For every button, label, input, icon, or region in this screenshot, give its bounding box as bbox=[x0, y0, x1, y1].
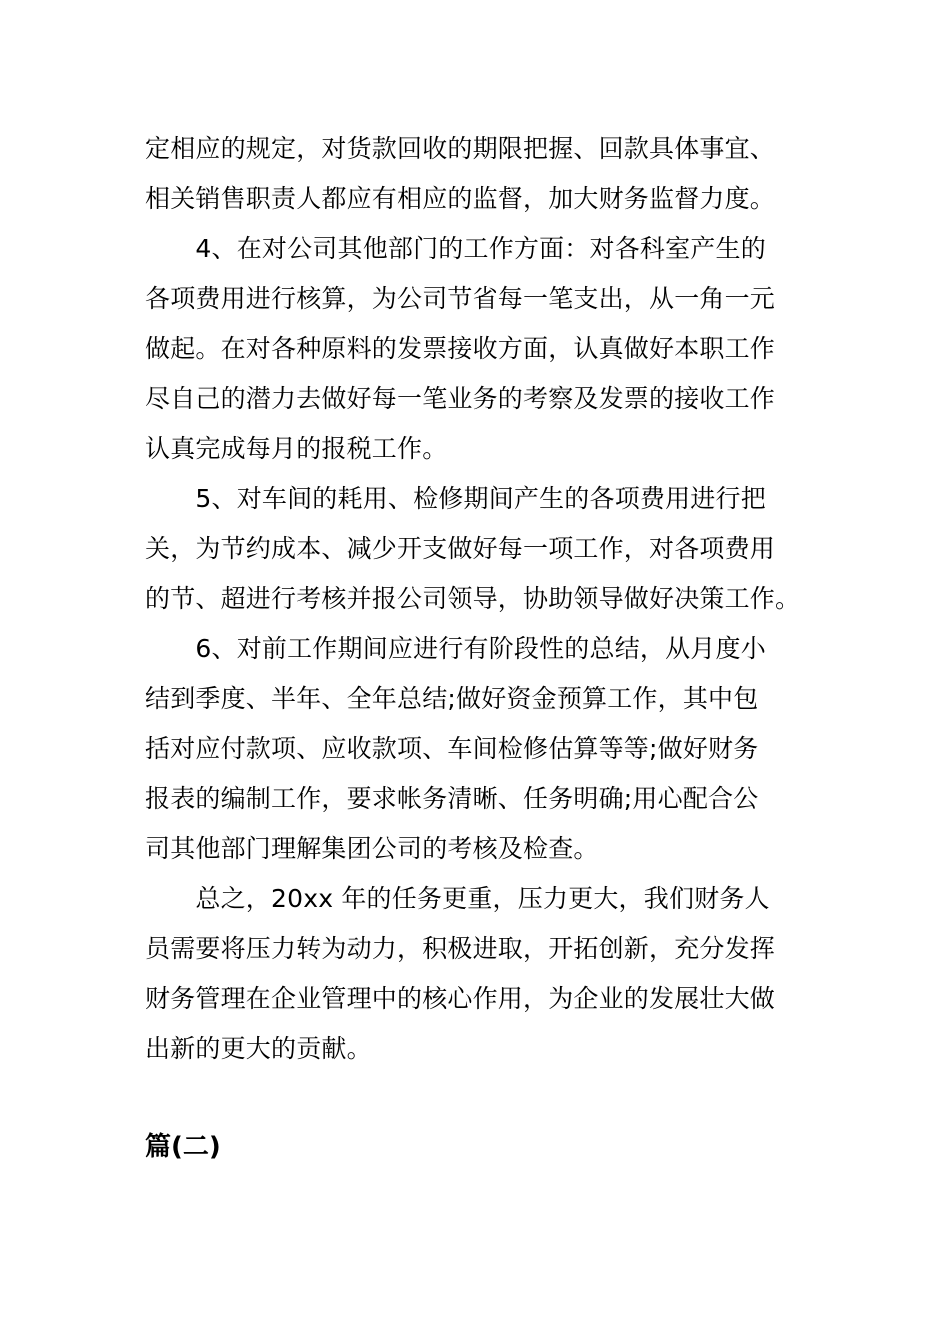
text-line: 财务管理在企业管理中的核心作用，为企业的发展壮大做 bbox=[145, 984, 776, 1013]
section-heading: 篇(二) bbox=[145, 1132, 221, 1162]
text-line: 认真完成每月的报税工作。 bbox=[145, 434, 448, 463]
text-line: 的节、超进行考核并报公司领导，协助领导做好决策工作。 bbox=[145, 584, 801, 613]
body-text bbox=[145, 124, 805, 1074]
text-line: 报表的编制工作，要求帐务清晰、任务明确;用心配合公 bbox=[145, 784, 759, 813]
text-line: 做起。在对各种原料的发票接收方面，认真做好本职工作 bbox=[145, 334, 776, 363]
text-line: 司其他部门理解集团公司的考核及检查。 bbox=[145, 834, 599, 863]
text-line: 4、在对公司其他部门的工作方面：对各科室产生的 bbox=[145, 234, 766, 263]
text-line: 5、对车间的耗用、检修期间产生的各项费用进行把 bbox=[145, 484, 766, 513]
text-line: 括对应付款项、应收款项、车间检修估算等等;做好财务 bbox=[145, 734, 759, 763]
text-line: 关，为节约成本、减少开支做好每一项工作，对各项费用 bbox=[145, 534, 776, 563]
text-line: 尽自己的潜力去做好每一笔业务的考察及发票的接收工作 bbox=[145, 384, 776, 413]
text-line: 出新的更大的贡献。 bbox=[145, 1034, 372, 1063]
text-line: 结到季度、半年、全年总结;做好资金预算工作，其中包 bbox=[145, 684, 759, 713]
text-line: 定相应的规定，对货款回收的期限把握、回款具体事宜、 bbox=[145, 134, 776, 163]
text-line: 相关销售职责人都应有相应的监督，加大财务监督力度。 bbox=[145, 184, 776, 213]
text-line: 6、对前工作期间应进行有阶段性的总结，从月度小 bbox=[145, 634, 766, 663]
text-line: 员需要将压力转为动力，积极进取，开拓创新，充分发挥 bbox=[145, 934, 776, 963]
text-line: 总之，20xx 年的任务更重，压力更大，我们财务人 bbox=[145, 884, 770, 913]
text-line: 各项费用进行核算，为公司节省每一笔支出，从一角一元 bbox=[145, 284, 776, 313]
